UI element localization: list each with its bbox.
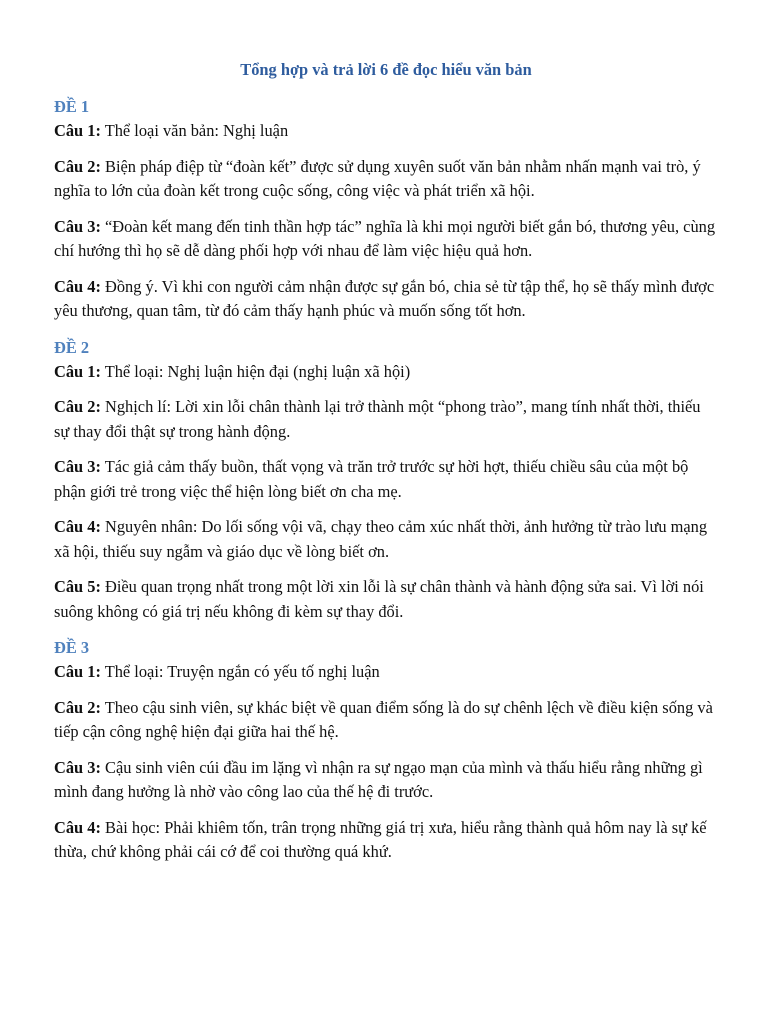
- exam-section: [54, 336, 718, 625]
- answer-text: Thể loại: Nghị luận hiện đại (nghị luận xã hội): [104, 361, 411, 381]
- question-answer: [54, 696, 718, 745]
- question-answer: [54, 816, 718, 865]
- question-answer: [54, 275, 718, 324]
- answer-text: Đồng ý. Vì khi con người cảm nhận được sự gắn bó, chia sẻ từ tập thể, họ sẽ thấy mình được yêu thương, quan tâm, từ đó cảm thấy hạnh phúc và muốn sống tốt hơn.: [54, 276, 715, 320]
- answer-text: Thể loại: Truyện ngắn có yếu tố nghị luận: [104, 662, 380, 681]
- section-heading: ĐỀ 1: [54, 97, 90, 116]
- answer-text: Bài học: Phải khiêm tốn, trân trọng những giá trị xưa, hiểu rằng thành quả hôm nay là sự kế thừa, chứ không phải cái cớ để coi thường quá khứ.: [54, 817, 707, 861]
- question-label: Câu 5:: [54, 577, 101, 596]
- question-label: Câu 1:: [54, 121, 101, 140]
- question-answer: [54, 515, 718, 564]
- answer-text: “Đoàn kết mang đến tinh thần hợp tác” nghĩa là khi mọi người biết gắn bó, thương yêu, cùng chí hướng thì họ sẽ dễ dàng phối hợp với nhau để làm việc hiệu quả hơn.: [54, 216, 716, 260]
- section-heading: ĐỀ 2: [54, 337, 90, 357]
- answer-text: Nguyên nhân: Do lối sống vội vã, chạy theo cảm xúc nhất thời, ảnh hưởng từ trào lưu mạng xã hội, thiếu suy ngẫm và giáo dục về lòng biết ơn.: [54, 517, 708, 561]
- answer-text: Cậu sinh viên cúi đầu im lặng vì nhận ra sự ngạo mạn của mình và thấu hiểu rằng những gì mình đang hưởng là nhờ vào công lao của thế hệ đi trước.: [54, 757, 703, 801]
- question-answer: [54, 155, 718, 204]
- question-label: Câu 4:: [54, 276, 101, 296]
- exam-section: [54, 95, 718, 324]
- question-answer: [54, 395, 718, 444]
- question-answer: [54, 360, 718, 385]
- answer-text: Thể loại văn bản: Nghị luận: [104, 121, 289, 140]
- sections-container: [54, 95, 718, 865]
- question-answer: [54, 215, 718, 264]
- question-label: Câu 2:: [54, 397, 101, 416]
- question-answer: [54, 575, 718, 624]
- question-label: Câu 2:: [54, 156, 101, 176]
- question-answer: [54, 660, 718, 685]
- exam-section: [54, 636, 718, 865]
- question-label: Câu 4:: [54, 517, 101, 536]
- question-answer: [54, 119, 718, 144]
- question-label: Câu 3:: [54, 757, 101, 777]
- question-label: Câu 1:: [54, 662, 101, 681]
- question-label: Câu 3:: [54, 457, 101, 476]
- question-label: Câu 2:: [54, 697, 101, 717]
- document-page: [54, 58, 718, 865]
- question-label: Câu 4:: [54, 817, 101, 837]
- answer-text: Biện pháp điệp từ “đoàn kết” được sử dụng xuyên suốt văn bản nhằm nhấn mạnh vai trò, ý nghĩa to lớn của đoàn kết trong cuộc sống, công việc và phát triển xã hội.: [54, 156, 701, 200]
- question-label: Câu 1:: [54, 361, 101, 381]
- answer-text: Điều quan trọng nhất trong một lời xin lỗi là sự chân thành và hành động sửa sai. Vì lời nói suông không có giá trị nếu không đi kèm sự thay đổi.: [54, 577, 704, 621]
- document-title: Tổng hợp và trả lời 6 đề đọc hiểu văn bản: [240, 60, 532, 79]
- section-heading: ĐỀ 3: [54, 638, 90, 657]
- question-label: Câu 3:: [54, 216, 101, 236]
- question-answer: [54, 756, 718, 805]
- question-answer: [54, 455, 718, 504]
- answer-text: Nghịch lí: Lời xin lỗi chân thành lại trở thành một “phong trào”, mang tính nhất thời, thiếu sự thay đổi thật sự trong hành động.: [54, 397, 701, 441]
- answer-text: Tác giả cảm thấy buồn, thất vọng và trăn trở trước sự hời hợt, thiếu chiều sâu của một bộ phận giới trẻ trong việc thể hiện lòng biết ơn cha mẹ.: [54, 457, 689, 501]
- answer-text: Theo cậu sinh viên, sự khác biệt về quan điểm sống là do sự chênh lệch về điều kiện sống và tiếp cận công nghệ hiện đại giữa hai thế hệ.: [54, 697, 713, 741]
